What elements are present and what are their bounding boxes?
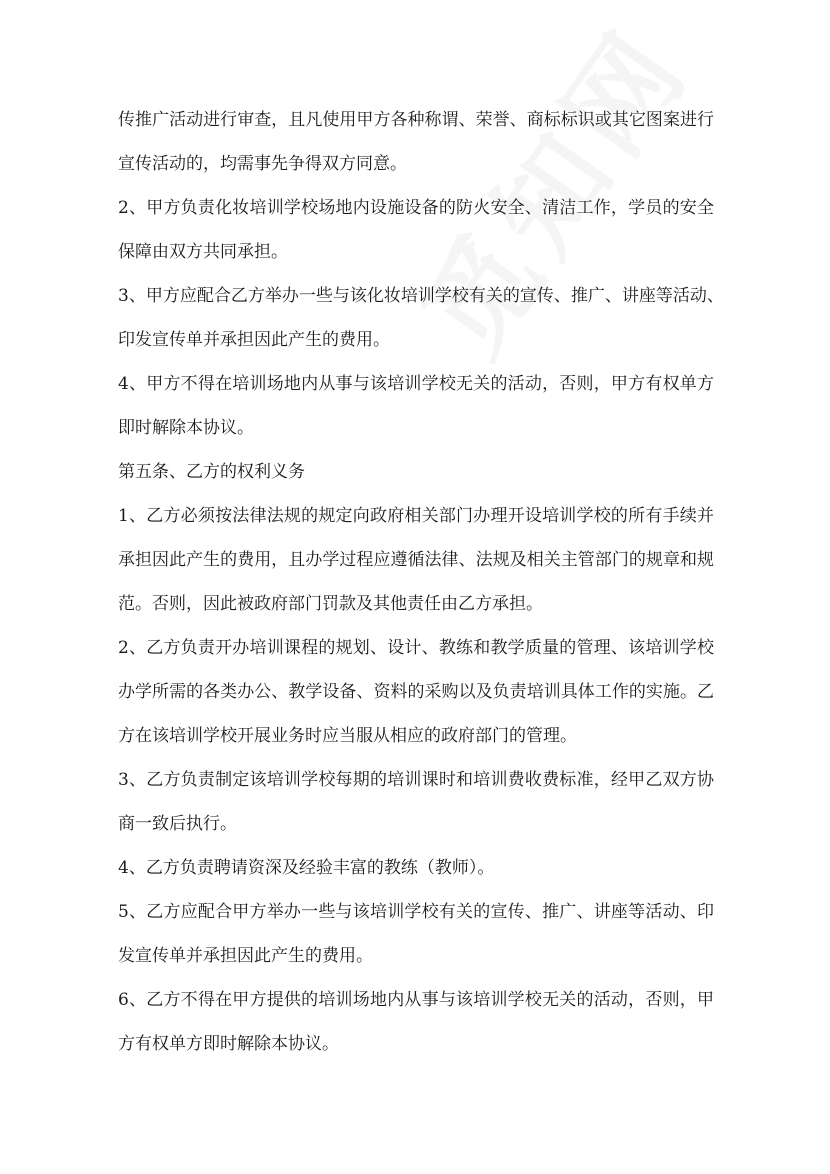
text-line: 1、乙方必须按法律法规的规定向政府相关部门办理开设培训学校的所有手续并: [118, 506, 714, 526]
text-line: 5、乙方应配合甲方举办一些与该培训学校有关的宣传、推广、讲座等活动、印: [118, 902, 714, 922]
text-line: 范。否则，因此被政府部门罚款及其他责任由乙方承担。: [118, 594, 543, 614]
text-line: 印发宣传单并承担因此产生的费用。: [118, 330, 390, 350]
text-line: 3、乙方负责制定该培训学校每期的培训课时和培训费收费标准，经甲乙双方协: [118, 770, 714, 790]
text-line: 承担因此产生的费用，且办学过程应遵循法律、法规及相关主管部门的规章和规: [118, 550, 714, 570]
text-line: 2、甲方负责化妆培训学校场地内设施设备的防火安全、清洁工作，学员的安全: [118, 198, 714, 218]
text-line: 传推广活动进行审查，且凡使用甲方各种称谓、荣誉、商标标识或其它图案进行: [118, 110, 714, 130]
text-line: 方有权单方即时解除本协议。: [118, 1034, 339, 1054]
text-line: 2、乙方负责开办培训课程的规划、设计、教练和教学质量的管理、该培训学校: [118, 638, 714, 658]
text-line: 保障由双方共同承担。: [118, 242, 288, 262]
text-line: 宣传活动的，均需事先争得双方同意。: [118, 154, 407, 174]
document-body: [118, 110, 724, 1078]
text-line: 3、甲方应配合乙方举办一些与该化妆培训学校有关的宣传、推广、讲座等活动、: [118, 286, 724, 306]
text-line: 4、乙方负责聘请资深及经验丰富的教练（教师）。: [118, 858, 495, 878]
text-line: 即时解除本协议。: [118, 418, 254, 438]
text-line: 发宣传单并承担因此产生的费用。: [118, 946, 373, 966]
text-line: 办学所需的各类办公、教学设备、资料的采购以及负责培训具体工作的实施。乙: [118, 682, 714, 702]
text-line: 商一致后执行。: [118, 814, 237, 834]
text-line: 6、乙方不得在甲方提供的培训场地内从事与该培训学校无关的活动，否则，甲: [118, 990, 714, 1010]
text-line: 4、甲方不得在培训场地内从事与该培训学校无关的活动，否则，甲方有权单方: [118, 374, 714, 394]
text-line: 方在该培训学校开展业务时应当服从相应的政府部门的管理。: [118, 726, 577, 746]
section-heading: 第五条、乙方的权利义务: [118, 462, 305, 482]
